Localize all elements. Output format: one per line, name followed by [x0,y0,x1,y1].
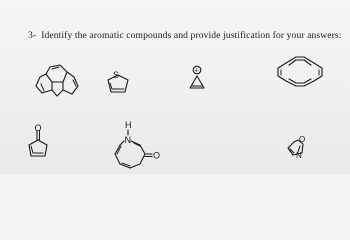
isoxazole-oxygen-label: O [299,135,306,144]
hydrogen-label: H [125,120,132,130]
carbonyl-oxygen-label: O [34,123,42,133]
structure-thiophene [108,70,128,92]
nitrogen-label-upper: N [124,135,131,145]
structure-azocinone [115,120,160,168]
question-body: Identify the aromatic compounds and provide justification for your answers: [41,30,342,41]
structure-cyclopropenyl-cation [190,66,204,88]
structure-fused-tricyclic [36,65,78,96]
structure-bridged-annulene [278,57,322,86]
structure-isoxazole [288,135,305,160]
sulfur-label: S [113,70,120,80]
isoxazole-nitrogen-label: N [296,151,302,160]
question-number: 3- [28,30,37,41]
plus-charge: + [194,67,199,75]
structure-cyclopentadienone [29,123,47,156]
azocinone-oxygen-label: O [153,150,161,161]
